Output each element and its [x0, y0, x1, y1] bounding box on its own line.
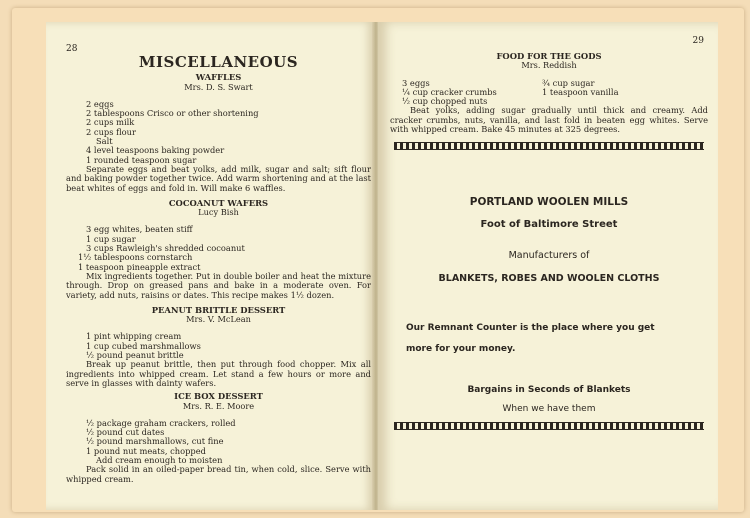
ad-bargains: Bargains in Seconds of Blankets: [467, 384, 631, 395]
recipe-method: Beat yolks, adding sugar gradually until thick and creamy. Add cracker crumbs, nuts, vanilla, and last fold in beaten egg whites. Serve with whipped cream. Bake 45 minutes at 325 degrees.: [390, 105, 708, 135]
section-title: MISCELLANEOUS: [138, 53, 299, 71]
recipe-peanut-brittle-dessert: [66, 306, 371, 388]
recipe-method: Mix ingredients together. Put in double boiler and heat the mixture through. Drop on greased pans and bake in a moderate oven. For variety, add nuts, raisins or dates. This recipe makes 1½ dozen.: [66, 270, 371, 300]
advertisement: [390, 198, 708, 414]
ingredient: ¼ cup cracker crumbs: [402, 86, 497, 97]
ingredient: ¾ cup sugar: [542, 77, 595, 88]
recipe-method: Separate eggs and beat yolks, add milk, sugar and salt; sift flour and baking powder together twice. Add warm shortening and at the last beat whites of eggs and fold in. Will make 6 waffles.: [66, 163, 371, 193]
ad-remnant-line-2: more for your money.: [406, 343, 516, 354]
ad-address: Foot of Baltimore Street: [480, 218, 618, 230]
recipe-title: FOOD FOR THE GODS: [496, 51, 602, 61]
recipe-cocoanut-wafers: [66, 199, 371, 300]
ingredient: 3 eggs: [402, 77, 430, 88]
ad-goods: BLANKETS, ROBES AND WOOLEN CLOTHS: [438, 273, 660, 285]
ingredient: 1 cup cubed marshmallows: [86, 340, 201, 351]
ingredient: ½ pound cut dates: [86, 427, 165, 438]
ingredient: ½ package graham crackers, rolled: [86, 417, 236, 428]
right-content: [390, 52, 708, 438]
ad-when: When we have them: [502, 403, 596, 414]
ingredient: 2 tablespoons Crisco or other shortening: [86, 108, 259, 119]
ingredient: 2 cups flour: [86, 126, 136, 137]
ad-manufacturers: Manufacturers of: [508, 249, 590, 261]
recipe-author: Lucy Bish: [198, 207, 239, 218]
page-number-right: 29: [692, 36, 704, 46]
ingredient: 1 rounded teaspoon sugar: [86, 154, 197, 165]
recipe-author: Mrs. R. E. Moore: [182, 400, 255, 411]
recipe-author: Mrs. Reddish: [521, 60, 577, 71]
ingredient-column-1: [390, 79, 542, 107]
right-page: [378, 22, 718, 510]
recipe-title: COCOANUT WAFERS: [168, 197, 269, 208]
ingredient: 1 pint whipping cream: [86, 331, 182, 342]
recipe-waffles: [66, 73, 371, 193]
checkered-divider-bottom: [394, 422, 704, 430]
recipe-title: WAFFLES: [195, 72, 242, 83]
ingredient: 1 teaspoon pineapple extract: [78, 261, 201, 272]
left-content: [66, 54, 371, 484]
left-page: [46, 22, 374, 510]
ingredient: 2 cups milk: [86, 117, 135, 128]
ingredient: ½ cup chopped nuts: [402, 96, 488, 107]
ingredient: 1 pound nut meats, chopped: [86, 445, 206, 456]
recipe-ice-box-dessert: [66, 392, 371, 484]
recipe-author: Mrs. D. S. Swart: [184, 81, 253, 92]
ingredient: 4 level teaspoons baking powder: [86, 145, 225, 156]
ad-remnant-line-1: Our Remnant Counter is the place where you get: [406, 322, 655, 333]
ingredient: ½ pound peanut brittle: [86, 350, 184, 361]
ingredient-column-2: [542, 79, 702, 107]
recipe-food-for-the-gods: [390, 52, 708, 134]
page-number-left: 28: [66, 44, 78, 54]
recipe-title: PEANUT BRITTLE DESSERT: [151, 304, 286, 315]
recipe-method: Pack solid in an oiled-paper bread tin, when cold, slice. Serve with whipped cream.: [66, 464, 371, 484]
ad-company-name: PORTLAND WOOLEN MILLS: [469, 196, 629, 209]
ingredient: Add cream enough to moisten: [96, 454, 223, 465]
ingredient-columns: [390, 79, 708, 107]
recipe-method: Break up peanut brittle, then put through food chopper. Mix all ingredients into whipped cream. Let stand a few hours or more and serve in glasses with dainty wafers.: [66, 359, 371, 388]
ingredient: ½ pound marshmallows, cut fine: [86, 436, 224, 447]
ingredient: 3 egg whites, beaten stiff: [86, 224, 193, 235]
recipe-author: Mrs. V. McLean: [186, 314, 251, 325]
ingredient: 2 eggs: [86, 98, 114, 109]
ingredient: Salt: [96, 136, 113, 147]
ingredient: 3 cups Rawleigh's shredded cocoanut: [86, 243, 245, 254]
recipe-title: ICE BOX DESSERT: [174, 391, 263, 402]
ingredient: 1 cup sugar: [86, 233, 136, 244]
checkered-divider-top: [394, 142, 704, 150]
ad-remnant-text: [390, 318, 708, 360]
ingredient: 1½ tablespoons cornstarch: [78, 252, 193, 263]
ingredient: 1 teaspoon vanilla: [542, 86, 619, 97]
